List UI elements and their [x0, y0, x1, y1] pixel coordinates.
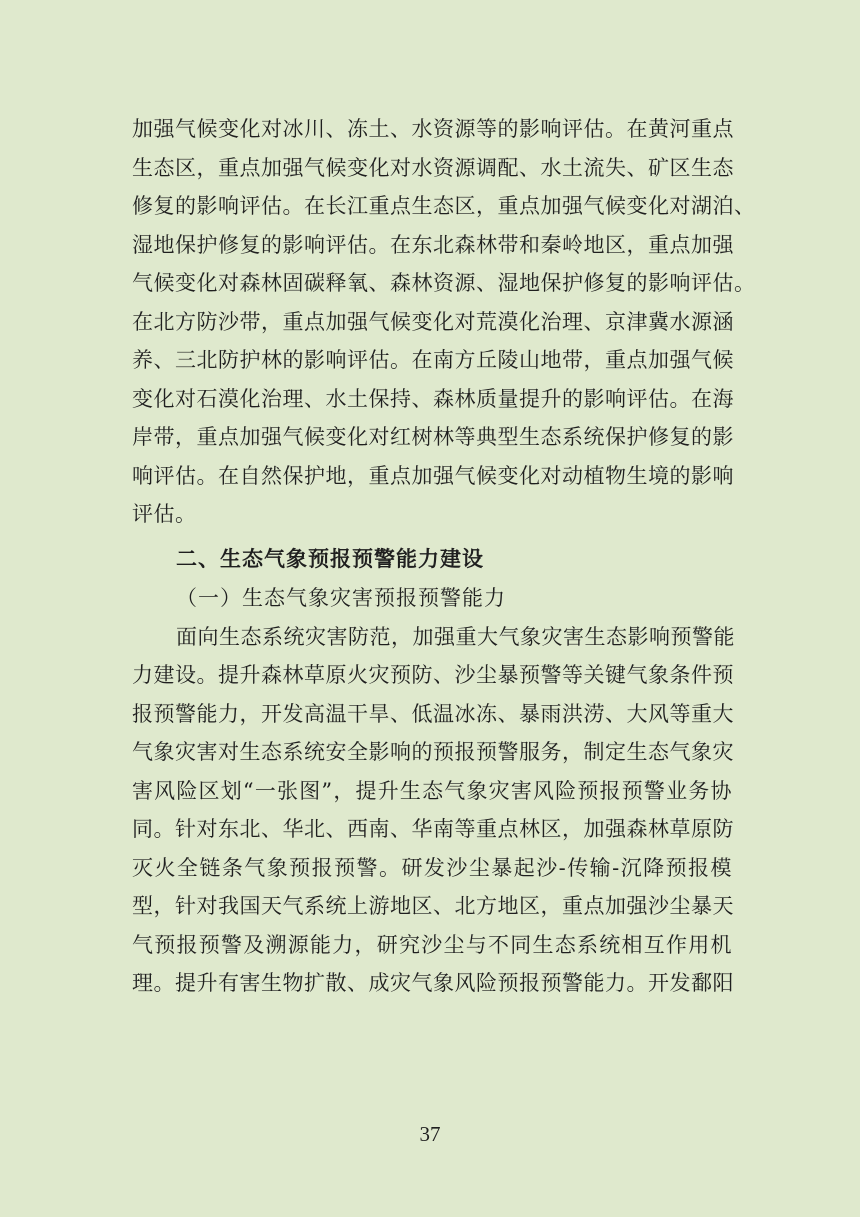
text-line: 加强气候变化对冰川、冻土、水资源等的影响评估。在黄河重点 [132, 117, 734, 141]
text-line: 型，针对我国天气系统上游地区、北方地区，重点加强沙尘暴天 [132, 894, 734, 918]
text-line: 变化对石漠化治理、水土保持、森林质量提升的影响评估。在海 [132, 386, 734, 411]
text-line: 气象灾害对生态系统安全影响的预报预警服务，制定生态气象灾 [132, 740, 734, 764]
text-line: 在北方防沙带，重点加强气候变化对荒漠化治理、京津冀水源涵 [132, 309, 734, 334]
section-heading: 二、生态气象预报预警能力建设 [176, 546, 484, 571]
text-line: 同。针对东北、华北、西南、华南等重点林区，加强森林草原防 [132, 817, 734, 841]
subsection-heading: （一）生态气象灾害预报预警能力 [176, 585, 506, 610]
text-line: 评估。 [132, 502, 197, 526]
text-line: 响评估。在自然保护地，重点加强气候变化对动植物生境的影响 [132, 463, 734, 488]
text-line: 气预报预警及溯源能力，研究沙尘与不同生态系统相互作用机 [132, 932, 732, 957]
text-line: 气候变化对森林固碳释氧、森林资源、湿地保护修复的影响评估。 [132, 271, 756, 295]
text-line: 岸带，重点加强气候变化对红树林等典型生态系统保护修复的影 [132, 425, 734, 449]
page-number: 37 [419, 1122, 441, 1146]
paragraph-disaster-warning [132, 618, 735, 1003]
text-line: 害风险区划“一张图”，提升生态气象灾害风险预报预警业务协 [132, 778, 732, 803]
paragraph-climate-impact-assessment [132, 110, 756, 534]
text-line: 报预警能力，开发高温干旱、低温冰冻、暴雨洪涝、大风等重大 [132, 701, 734, 726]
text-line: 理。提升有害生物扩散、成灾气象风险预报预警能力。开发鄱阳 [132, 971, 734, 995]
text-line: 修复的影响评估。在长江重点生态区，重点加强气候变化对湖泊、 [132, 194, 756, 218]
text-line: 面向生态系统灾害防范，加强重大气象灾害生态影响预警能 [176, 624, 735, 649]
text-line: 灭火全链条气象预报预警。研发沙尘暴起沙-传输-沉降预报模 [132, 855, 732, 880]
page-content [132, 110, 756, 1003]
text-line: 养、三北防护林的影响评估。在南方丘陵山地带，重点加强气候 [132, 348, 734, 372]
text-line: 生态区，重点加强气候变化对水资源调配、水土流失、矿区生态 [132, 155, 734, 180]
text-line: 力建设。提升森林草原火灾预防、沙尘暴预警等关键气象条件预 [132, 663, 734, 687]
text-line: 湿地保护修复的影响评估。在东北森林带和秦岭地区，重点加强 [132, 232, 734, 257]
